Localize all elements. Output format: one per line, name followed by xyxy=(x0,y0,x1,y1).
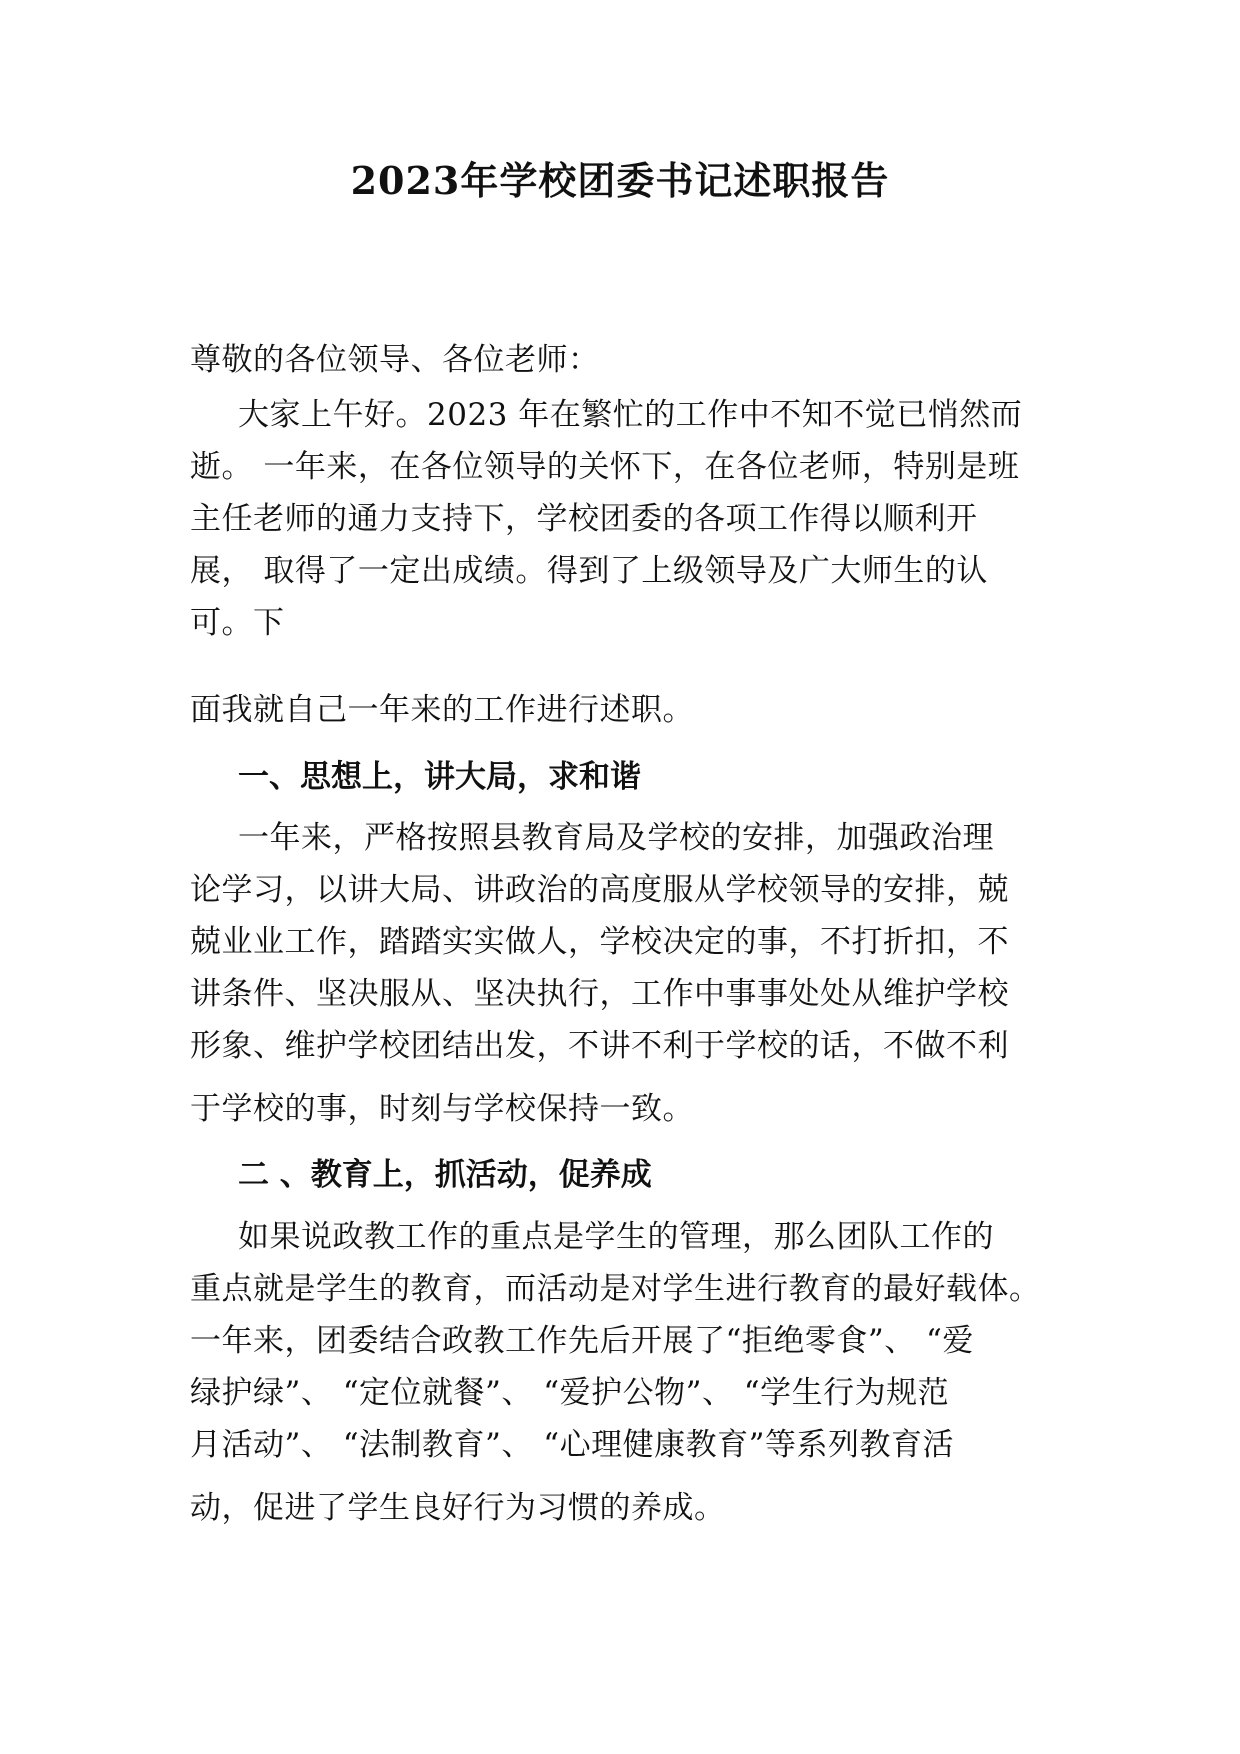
paragraph-line: 展， 取得了一定出成绩。得到了上级领导及广大师生的认 xyxy=(190,553,988,589)
document-title: 2023年学校团委书记述职报告 xyxy=(350,158,890,203)
paragraph-line: 月活动”、 “法制教育”、 “心理健康教育”等系列教育活 xyxy=(190,1427,954,1463)
paragraph-line: 绿护绿”、 “定位就餐”、 “爱护公物”、 “学生行为规范 xyxy=(190,1375,950,1411)
paragraph-line: 大家上午好。2023 年在繁忙的工作中不知不觉已悄然而 xyxy=(238,397,1023,433)
paragraph-line: 主任老师的通力支持下，学校团委的各项工作得以顺利开 xyxy=(190,501,978,537)
paragraph-line: 形象、维护学校团结出发，不讲不利于学校的话，不做不利 xyxy=(190,1028,1009,1064)
section-heading: 一、思想上，讲大局，求和谐 xyxy=(238,759,641,795)
paragraph-line: 如果说政教工作的重点是学生的管理，那么团队工作的 xyxy=(238,1219,994,1255)
paragraph-line: 面我就自己一年来的工作进行述职。 xyxy=(190,692,694,728)
paragraph-line: 论学习，以讲大局、讲政治的高度服从学校领导的安排，兢 xyxy=(190,872,1009,908)
paragraph-line: 逝。 一年来，在各位领导的关怀下，在各位老师，特别是班 xyxy=(190,449,1020,485)
paragraph-line: 动，促进了学生良好行为习惯的养成。 xyxy=(190,1490,726,1526)
paragraph-line: 兢业业工作，踏踏实实做人，学校决定的事，不打折扣，不 xyxy=(190,924,1009,960)
paragraph-line: 一年来，严格按照县教育局及学校的安排，加强政治理 xyxy=(238,820,994,856)
paragraph-line: 重点就是学生的教育，而活动是对学生进行教育的最好载体。 xyxy=(190,1271,1041,1307)
paragraph-line: 可。下 xyxy=(190,605,285,641)
salutation: 尊敬的各位领导、各位老师： xyxy=(190,342,600,378)
paragraph-line: 一年来，团委结合政教工作先后开展了“拒绝零食”、 “爱 xyxy=(190,1323,974,1359)
paragraph-line: 于学校的事，时刻与学校保持一致。 xyxy=(190,1091,694,1127)
section-heading: 二 、教育上，抓活动，促养成 xyxy=(238,1157,652,1193)
paragraph-line: 讲条件、坚决服从、坚决执行，工作中事事处处从维护学校 xyxy=(190,976,1009,1012)
